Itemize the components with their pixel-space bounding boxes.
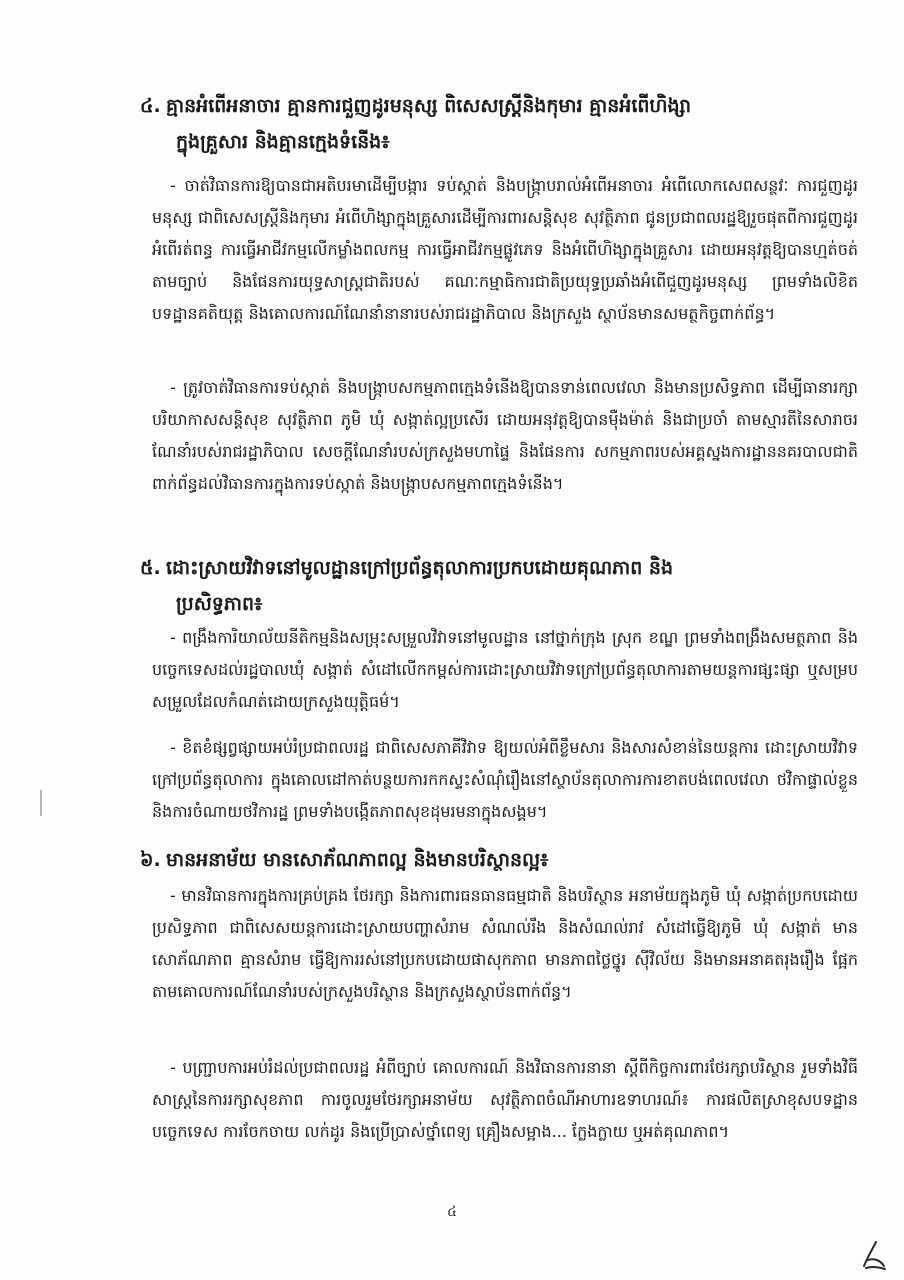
section-6-paragraph-2 <box>152 1052 858 1148</box>
section-6-heading-line1: មានអនាម័យ មានសោភ័ណភាពល្អ និងមានបរិស្ថានល្អ៖ <box>166 849 549 871</box>
paragraph-text: - ចាត់វិធានការឱ្យបានជាអតិបរមាដើម្បីបង្ការ ទប់ស្កាត់ និងបង្រ្កាបរាល់អំពើអនាចារ អំពើលោកសេពសន្ថវៈ ការជួញដូរមនុស្ស ជាពិសេសស្ត្រីនិងកុមារ អំពើហិង្សាក្នុងគ្រួសារដើម្បីការពារសន្តិសុខ សុវត្ថិភាព ជូនប្រជាពលរដ្ឋឱ្យរួចផុតពីការជួញដូរ អំពើរត់ពន្ធ ការធ្វើអាជីវកម្មលើកម្លាំងពលកម្ម ការធ្វើអាជីវកម្មផ្លូវភេទ និងអំពើហិង្សាក្នុងគ្រួសារ ដោយអនុវត្តឱ្យបានហ្មត់ចត់តាមច្បាប់ និងផែនការយុទ្ធសាស្ត្រជាតិរបស់ គណៈកម្មាធិការជាតិប្រយុទ្ធប្រឆាំងអំពើជួញដូរមនុស្ស ព្រមទាំងលិខិតបទដ្ឋានគតិយុត្ត និងគោលការណ៍ណែនាំនានារបស់រាជរដ្ឋាភិបាល និងក្រសួង ស្ថាប័នមានសមត្ថកិច្ចពាក់ព័ន្ធ។ <box>152 176 858 323</box>
section-4-paragraph-1 <box>152 170 858 330</box>
section-5-paragraph-1 <box>152 622 858 718</box>
paragraph-text: - ពង្រឹងការិយាល័យនីតិកម្មនិងសម្រុះសម្រួលវិវាទនៅមូលដ្ឋាន នៅថ្នាក់ក្រុង ស្រុក ខណ្ឌ ព្រមទាំងពង្រឹងសមត្ថភាព និងបច្ចេកទេសដល់រដ្ឋបាលឃុំ សង្កាត់ សំដៅលើកកម្ពស់ការដោះស្រាយវិវាទក្រៅប្រព័ន្ធតុលាការតាមយន្តការផ្សះផ្សា ឬសម្របសម្រួលដែលកំណត់ដោយក្រសួងយុត្តិធម៌។ <box>152 628 858 711</box>
section-5-heading-line2: ប្រសិទ្ធភាព៖ <box>176 593 263 615</box>
section-6-number: ៦. <box>140 849 161 871</box>
section-5-heading <box>140 550 860 622</box>
section-6-heading <box>140 842 860 878</box>
section-5-number: ៥. <box>140 557 161 579</box>
section-6-paragraph-1 <box>152 880 858 1008</box>
section-4-heading-line2: ក្នុងគ្រួសារ និងគ្មានក្មេងទំនើង៖ <box>176 131 390 153</box>
section-4-heading-line1: គ្មានអំពើអនាចារ គ្មានការជួញដូរមនុស្ស ពិសេសស្ត្រីនិងកុមារ គ្មានអំពើហិង្សា <box>166 95 691 117</box>
paragraph-text: - ខិតខំផ្សព្វផ្សាយអប់រំប្រជាពលរដ្ឋ ជាពិសេសភាគីវិវាទ ឱ្យយល់អំពីខ្លឹមសារ និងសារសំខាន់នៃយន្តការ ដោះស្រាយវិវាទក្រៅប្រព័ន្ធតុលាការ ក្នុងគោលដៅកាត់បន្ថយការកកស្ទះសំណុំរឿងនៅស្ថាប័នតុលាការការខាតបង់ពេលវេលា ថវិកាផ្ទាល់ខ្លួននិងការចំណាយថវិការដ្ឋ ព្រមទាំងបង្កើតភាពសុខដុមរមនាក្នុងសង្គម។ <box>152 738 858 821</box>
paragraph-text: - មានវិធានការក្នុងការគ្រប់គ្រង ថែរក្សា និងការពារធនធានធម្មជាតិ និងបរិស្ថាន អនាម័យក្នុងភូមិ ឃុំ សង្កាត់ប្រកបដោយប្រសិទ្ធភាព ជាពិសេសយន្តការដោះស្រាយបញ្ហាសំរាម សំណល់រឹង និងសំណល់រាវ សំដៅធ្វើឱ្យភូមិ ឃុំ សង្កាត់ មានសោភ័ណភាព គ្មានសំរាម ធ្វើឱ្យការរស់នៅប្រកបដោយផាសុកភាព មានភាពថ្លៃថ្នូរ ស៊ីវិល័យ និងមានអនាគតរុងរឿង ផ្អែកតាមគោលការណ៍ណែនាំរបស់ក្រសួងបរិស្ថាន និងក្រសួងស្ថាប័នពាក់ព័ន្ធ។ <box>152 886 858 1001</box>
paragraph-text: - ត្រូវចាត់វិធានការទប់ស្កាត់ និងបង្រ្កាបសកម្មភាពក្មេងទំនើងឱ្យបានទាន់ពេលវេលា និងមានប្រសិទ្ធភាព ដើម្បីធានារក្សាបរិយាកាសសន្តិសុខ សុវត្ថិភាព ភូមិ ឃុំ សង្កាត់ល្អប្រសើរ ដោយអនុវត្តឱ្យបានម៉ឺងម៉ាត់ និងជាប្រចាំ តាមស្មារតីនៃសារាចរណែនាំរបស់រាជរដ្ឋាភិបាល សេចក្តីណែនាំរបស់ក្រសួងមហាផ្ទៃ និងផែនការ សកម្មភាពរបស់អគ្គស្នងការដ្ឋាននគរបាលជាតិ ពាក់ព័ន្ធដល់វិធានការក្នុងការទប់ស្កាត់ និងបង្រ្កាបសកម្មភាពក្មេងទំនើង។ <box>152 378 858 493</box>
paragraph-text: - បញ្ជ្រាបការអប់រំដល់ប្រជាពលរដ្ឋ អំពីច្បាប់ គោលការណ៍ និងវិធានការនានា ស្តីពីកិច្ចការពារថែរក្សាបរិស្ថាន រួមទាំងវិធីសាស្ត្រនៃការរក្សាសុខភាព ការចូលរួមថែរក្សាអនាម័យ សុវត្ថិភាពចំណីអាហារឧទាហរណ៍៖ ការផលិតស្រាខុសបទដ្ឋានបច្ចេកទេស ការចែកចាយ លក់ដូរ និងប្រើប្រាស់ថ្នាំពេទ្យ គ្រឿងសម្អាង... ក្លែងក្លាយ ឬអត់គុណភាព។ <box>152 1058 858 1141</box>
section-5-heading-line1: ដោះស្រាយវិវាទនៅមូលដ្ឋានក្រៅប្រព័ន្ធតុលាការប្រកបដោយគុណភាព និង <box>166 557 674 579</box>
section-4-number: ៤. <box>140 95 161 117</box>
scan-edge-mark <box>40 790 42 816</box>
initials-signature-icon <box>858 1236 888 1272</box>
section-4-heading <box>140 88 860 160</box>
page-number: ៤ <box>447 1204 457 1220</box>
section-5-paragraph-2 <box>152 732 858 828</box>
section-4-paragraph-2 <box>152 372 858 500</box>
